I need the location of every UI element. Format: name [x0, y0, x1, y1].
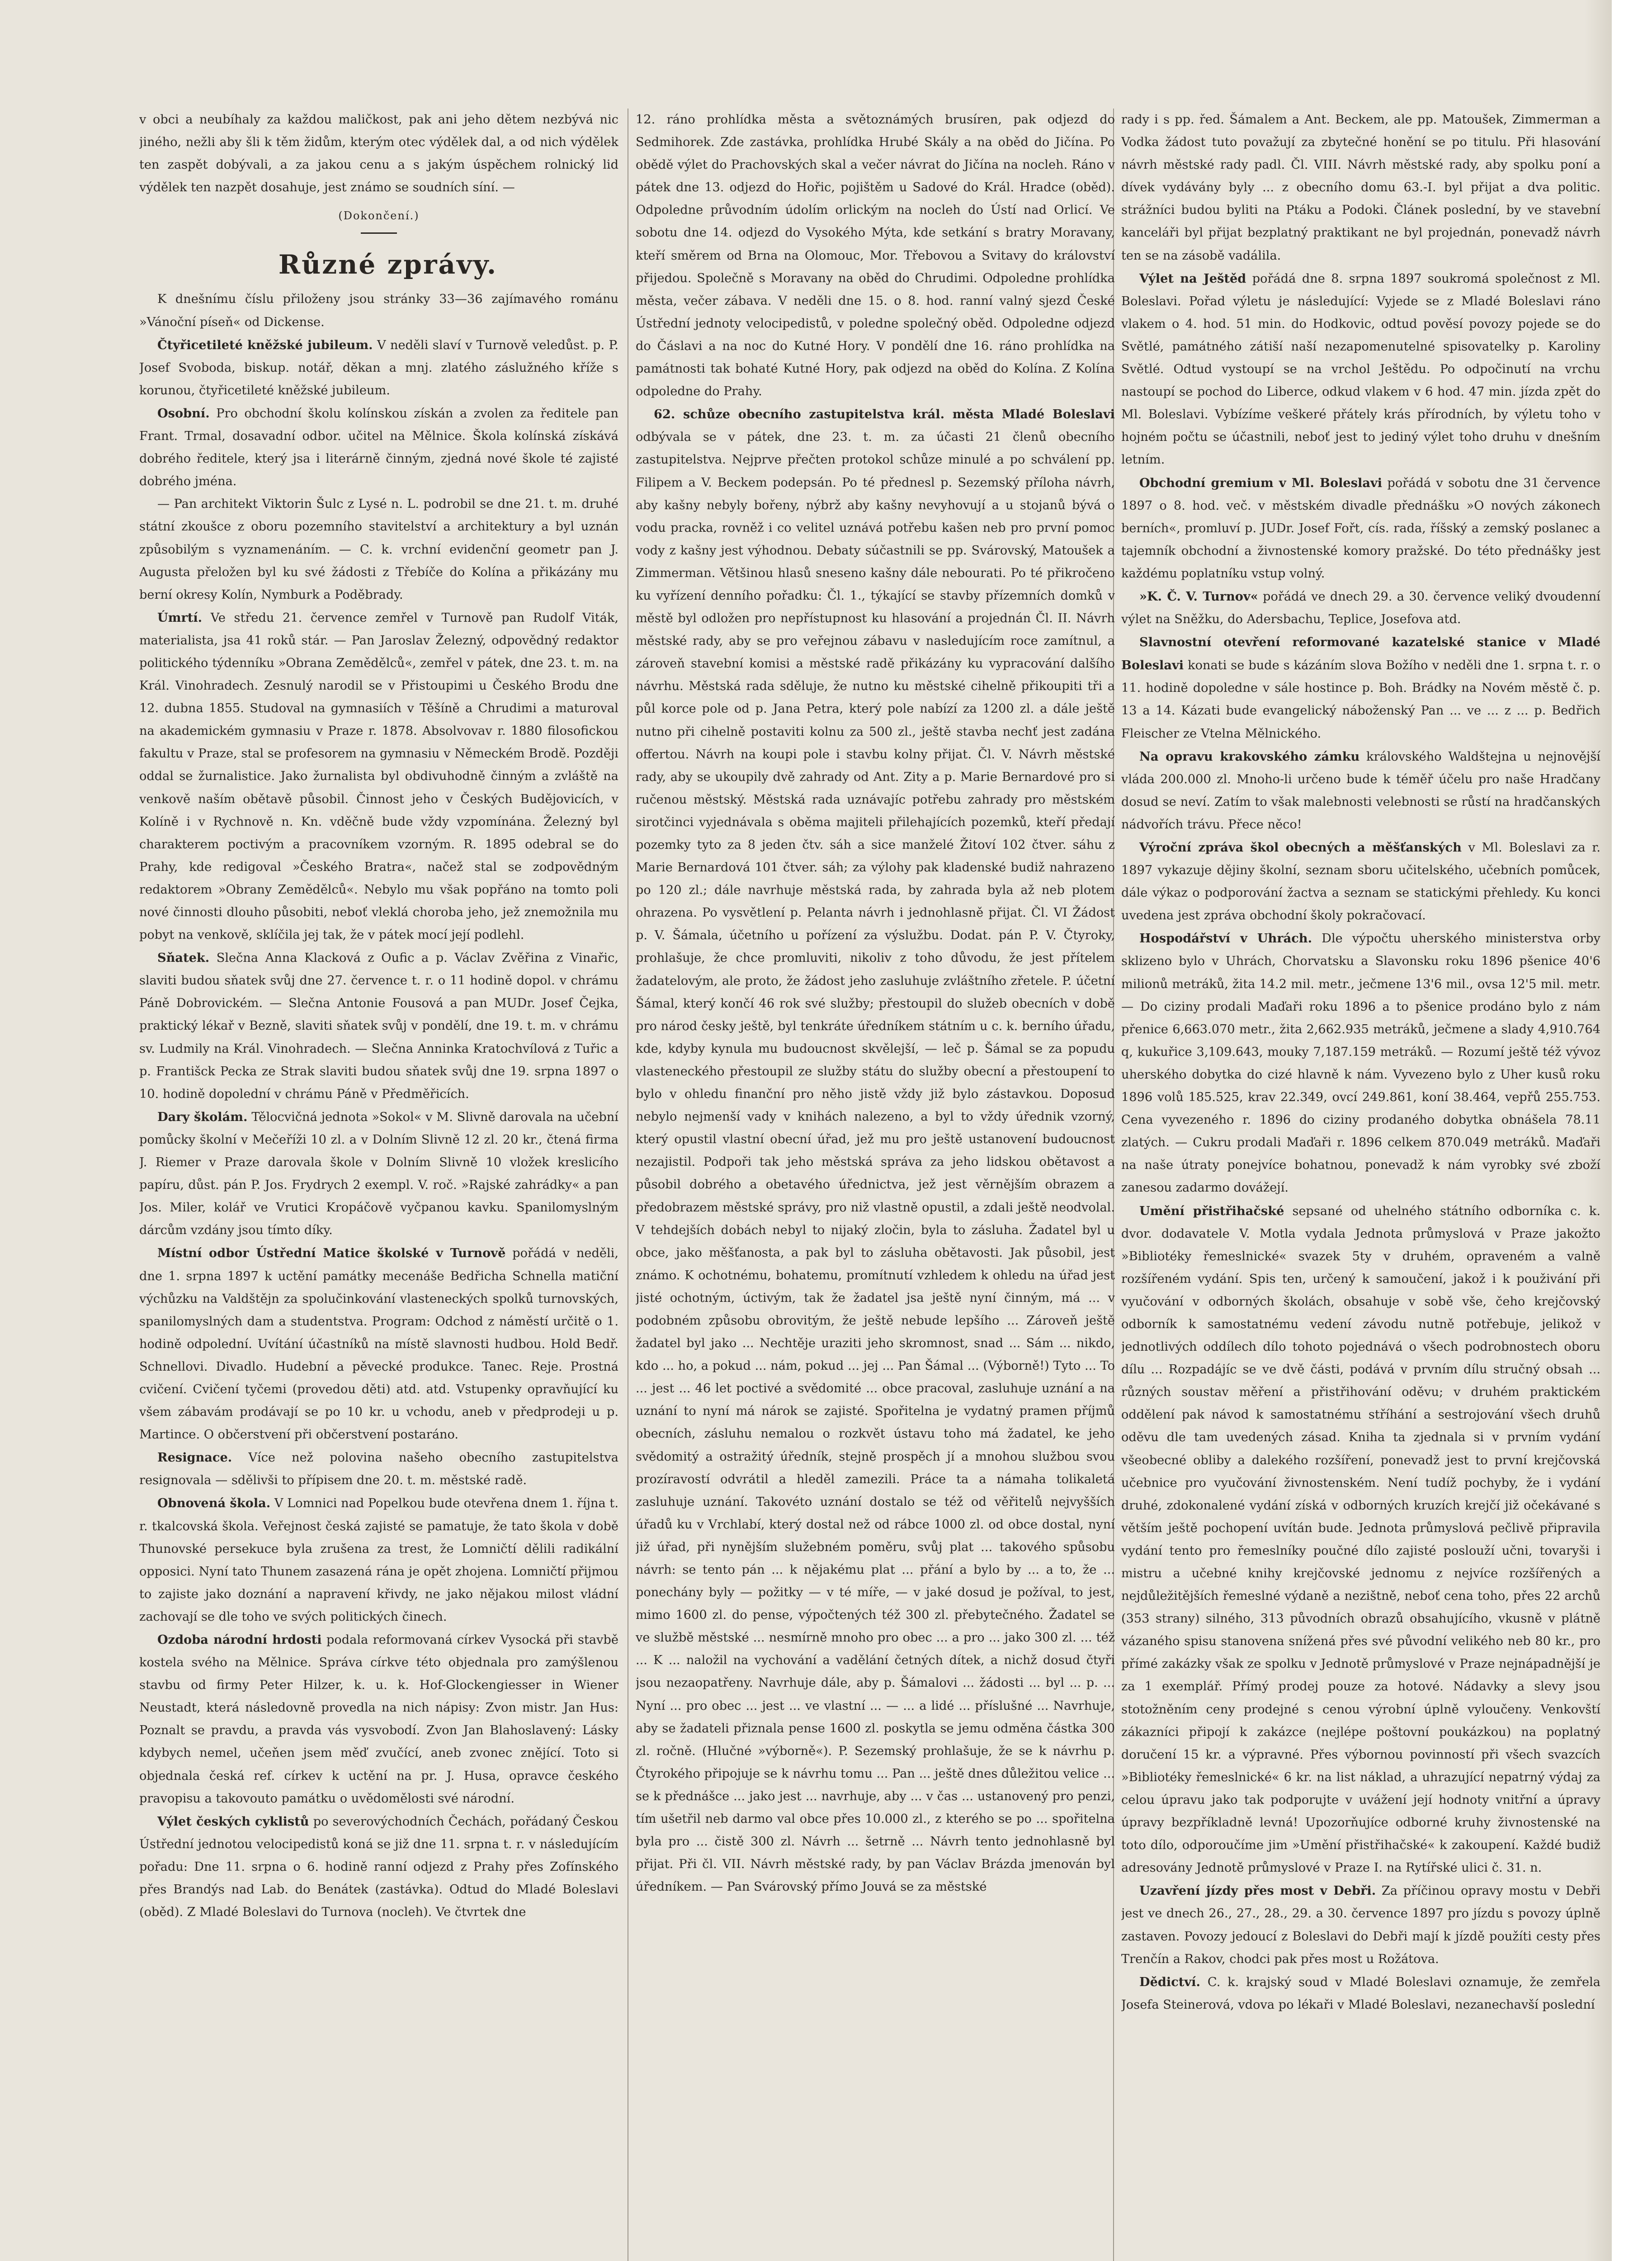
news-body: Ve středu 21. července zemřel v Turnově pan Rudolf Viták, materialista, jsa 41 roků stár. — Pan Jaroslav Železný, odpovědný redaktor politického týdenníku »Obrana Zemědělců«, zemřel v pátek, dne 23. t. m. na Král. Vinohradech. Zesnulý narodil se v Přistoupimi u Českého Brodu dne 12. dubna 1855. Studoval na gymnasiích v Těšíně a Chrudimi a maturoval na akademickém gymnasiu v Praze r. 1878. Absolvovav r. 1880 filosofickou fakultu v Praze, stal se profesorem na gymnasiu v Německém Brodě. Později oddal se žurnalistice. Jako žurnalista byl obdivuhodně činným a zvláště na venkově naším obětavě působil. Činnost jeho v Českých Budějovicích, v Kolíně i v Rychnově n. Kn. vděčně bude vždy vzpomínána. Železný byl charakterem poctivým a pracovníkem vzorným. R. 1895 odebral se do Prahy, kde redigoval »Českého Bratra«, načež stal se zodpovědným redaktorem »Obrany Zemědělců«. Nebylo mu však popřáno na tomto poli nové činnosti dlouho působiti, neboť vleklá choroba jeho, jež znemožnila mu pobyt na venkově, sklíčila jej tak, že v pátek mocí její podlehl.	[139, 610, 618, 942]
news-item	[139, 1810, 618, 1924]
news-item	[139, 1492, 618, 1628]
news-headline: Osobní.	[157, 406, 210, 421]
news-headline: Místní odbor Ústřední Matice školské v Turnově	[157, 1246, 506, 1261]
news-body: Dle výpočtu uherského ministerstva orby sklizeno bylo v Uhrách, Chorvatsku a Slavonsku roku 1896 pšenice 40'6 milionů metráků, žita 14.2 mil. metr., ječmene 13'6 mil., ovsa 12'5 mil. metr. — Do ciziny prodali Maďaři roku 1896 a to pšenice prodáno bylo z nám přenice 6,663.070 metr., žita 2,662.935 metráků, ječmene a slady 4,910.764 q, kukuřice 3,109.643, mouky 7,187.159 metráků. — Rozumí ještě též vývoz uherského dobytka do cizé hlavně k nám. Vyvezeno bylo z Uher kusů roku 1896 volů 185.525, krav 22.349, ovcí 249.861, koní 38.464, vepřů 255.753. Cena vyvezeného r. 1896 do ciziny prodaného dobytka obnášela 78.11 zlatých. — Cukru prodali Maďaři r. 1896 celkem 870.049 metráků. Maďaři na naše útraty ponejvíce bohatnou, ponevadž k nám vyrobky své zboží zanesou zadarmo dovážejí.	[1121, 932, 1600, 1195]
news-body: Slečna Anna Klacková z Oufic a p. Václav Zvěřina z Vinařic, slaviti budou sňatek svůj dne 27. července t. r. o 11 hodině dopol. v chrámu Páně Dobrovickém. — Slečna Antonie Fousová a pan MUDr. Josef Čejka, praktický lékař v Bezně, slaviti sňatek svůj v pondělí, dne 19. t. m. v chrámu sv. Ludmily na Král. Vinohradech. — Slečna Anninka Kratochvílová z Tuřic a p. Františck Pecka ze Strak slaviti budou sňatek svůj dne 19. srpna 1897 o 10. hodině dopolední v chrámu Páně v Předměřicích.	[139, 951, 618, 1101]
news-headline: Obchodní gremium v Ml. Boleslavi	[1139, 475, 1383, 490]
news-headline: 62. schůze obecního zastupitelstva král. města Mladé Boleslavi	[654, 407, 1115, 422]
news-item	[139, 334, 618, 402]
news-body: v Ml. Boleslavi za r. 1897 vykazuje dějiny školní, seznam sboru učitelského, učebních pomůcek, dále výkaz o podporování žactva a seznam se statickými přehledy. Ku konci uvedena jest zpráva obchodní školy pokračovací.	[1121, 841, 1600, 923]
supplement-notice: K dnešnímu číslu přiloženy jsou stránky 33—36 zajímavého románu »Vánoční píseň« od Dickense.	[139, 292, 618, 329]
continuation-note: (Dokončení.)	[338, 209, 420, 222]
news-item	[1121, 836, 1600, 927]
news-body: Tělocvičná jednota »Sokol« v M. Slivně darovala na učební pomůcky školní v Mečeříži 10 zl. a v Dolním Slivně 12 zl. 20 kr., čtená firma J. Riemer v Praze darovala škole v Dolním Slivně 10 vložek kreslicího papíru, důst. pán P. Jos. Frydrych 2 exempl. V. roč. »Rajské zahrádky« a pan Jos. Miler, kolář ve Vrutici Kropáčově vyčpanou kavku. Spanilomyslným dárcům vzdány jsou tímto díky.	[139, 1110, 618, 1238]
news-item	[1121, 1971, 1600, 2016]
news-item	[1121, 472, 1600, 585]
column-3	[1121, 109, 1600, 2261]
news-item	[1121, 927, 1600, 1199]
news-item	[1121, 585, 1600, 631]
news-item	[139, 1106, 618, 1242]
news-item	[1121, 1200, 1600, 1880]
news-item	[139, 402, 618, 493]
news-headline: Uzavření jízdy přes most v Debři.	[1139, 1883, 1376, 1898]
news-headline: Obnovená škola.	[157, 1496, 271, 1511]
news-body: konati se bude s kázáním slova Božího v neděli dne 1. srpna t. r. o 11. hodině dopoledne v sále hostince p. Boh. Brádky na Novém městě č. p. 13 a 14. Kázati bude evangelický náboženský Pan ... ve ... z ... p. Bedřich Fleischer ze Vtelna Mělnického.	[1121, 658, 1600, 741]
news-body: královského Waldštejna u nejnovější vláda 200.000 zl. Mnoho-li určeno bude k téměř účelu pro naše Hradčany dosud se neví. Zatím to však malebnosti velebnosti se růstí na hradčanských nádvořích trávu. Přece něco!	[1121, 749, 1600, 832]
news-body: Pro obchodní školu kolínskou získán a zvolen za ředitele pan Frant. Trmal, dosavadní odbor. učitel na Mělnice. Škola kolínská získává dobrého ředitele, který jsa i literárně činným, zjedná nové škole té zajisté dobrého jména.	[139, 406, 618, 489]
news-item	[139, 606, 618, 946]
news-body: V neděli slaví v Turnově veledůst. p. P. Josef Svoboda, biskup. notář, děkan a mnj. zlatého záslužného kříže s korunou, čtyřicetileté kněžské jubileum.	[139, 338, 618, 397]
news-headline: Dary školám.	[157, 1109, 248, 1124]
news-body: odbývala se v pátek, dne 23. t. m. za účasti 21 členů obecního zastupitelstva. Nejprve přečten protokol schůze minulé a po schválení pp. Filipem a V. Beckem podepsán. Po té přednesl p. Sezemský příloha návrh, aby kašny nebyly bořeny, nýbrž aby kašny nevyhovují a u stojanů bývá o vodu pracka, rovněž i co velitel uznává potřebu kašen neb pro první pomoc vody z kašny jest výhodnou. Debaty súčastnili se pp. Svárovský, Matoušek a Zimmerman. Většinou hlasů sneseno kašny dále nebourati. Po té přikročeno ku vyřízení denního pořadku: Čl. 1., týkající se stavby přízemních domků v městě byl odložen pro nepřístupnost ku hlasování a projednán Čl. II. Návrh městské rady, aby se pro veřejnou zábavu v nasledujícím roce zamítnul, a zároveň stavební komisi a městské radě přikázány ku vypracování dalšího návrhu. Městská rada sděluje, že nutno ku městské cihelně přikoupiti tři a půl korce pole od p. Jana Petra, který pole nabízí za 1200 zl. a dále ještě nutno při cihelně postaviti kolnu za 500 zl., ještě stavba nechť jest zadána offertou. Návrh na koupi pole i stavbu kolny přijat. Čl. V. Návrh městské rady, aby se ukoupily dvě zahrady od Ant. Zity a p. Marie Bernardové pro si ručenou městský. Městská rada uznávajíc potřebu zahrady pro městském sirotčinci vyjednávala s oběma majiteli přilehajících pozemků, kteří předají pozemky tyto za 8 jeden čtv. sáh a sice manželé Žitoví 102 čtver. sáhu z Marie Bernardová 101 čtver. sáh; za výlohy pak kladenské budiž nahrazeno po 120 zl.; dále navrhuje městská rada, by zahrada byla až neb plotem ohrazena. Po vysvětlení p. Pelanta návrh i jednohlasně přijat. Čl. VI Žádost p. V. Šámala, účetního u pořízení za výslužbu. Dodat. pán P. V. Čtyroky, prohlašuje, že chce promluviti, nikoliv z toho důvodu, že jest přítelem žadatelovým, ale proto, že žádost jeho zasluhuje zvláštního zřetele. P. účetní Šámal, který končí 46 rok své služby; přestoupil do služeb obecních v době pro národ česky ještě, byl tenkráte úředníkem státním u c. k. berního úřadu, kde, kdyby kynula mu budoucnost skvělejší, — leč p. Šámal se za popudu vlasteneckého přestoupil ze služby státu do služby obecní a přestoupení to bylo v ohledu finanční pro něho jistě vždy již bylo zástavkou. Doposud nebylo nejmenší vady v knihách nalezeno, a byl to vždy úřednik vzorný, který opustil vlastní obecní úřad, jež mu pro ještě ustanovení budoucnost nezajistil. Podpoři tak jeho městská správa za jeho lidskou obětavost a působil dobrého a obetavého úřednictva, jež jest věrnějším obrazem a předobrazem městské správy, pro niž vlastně opustil, a zdali ještě neodvolal. V tehdejších dobách nebyl to nijaký zločin, byla to zásluha. Žadatel byl u obce, jako měšťanosta, a pak byl to zásluha obětavosti. Jak působil, jest známo. K ochotnému, bohatemu, promítnutí vzhledem k ohledu na úřad jest jisté ochotným, úctivým, tak že žadatel jsa ještě nyní činným, má ... v podobném způsobu obrovitým, že ještě nebude lepšího ... Zároveň ještě žadatel byl jako ... Nechtěje uraziti jeho skromnost, snad ... Sám ... nikdo, kdo ... ho, a pokud ... nám, pokud ... jej ... Pan Šámal ... (Výborně!) Tyto ... To ... jest ... 46 let poctivé a svědomité ... obce pracoval, zasluhuje uznání a na uznání to nyní má nárok se zajisté. Spořitelna je vydatný pramen příjmů obecních, zásluhu nemalou o rozkvět ústavu toho má žadatel, ke jeho svědomitý a ostražitý úředník, stejně prospěch jí a mnohou službou svou prozíravostí odvrátil a hleděl zamezili. Práce ta a námaha tolikaletá zasluhuje uznání. Takovéto uznání dostalo se též od věřitelů nejvyšších úřadů ku v Vrchlabí, který dostal než od rábce 1000 zl. od obce dostal, nyní již úřad, při nynějším služebném poměru, svůj plat ... takového spůsobu návrh: se tento pán ... k nějakému plat ... přání a bylo by ... a to, že ... ponechány byly — požitky — v té míře, — v jaké dosud je požíval, to jest, mimo 1600 zl. do pense, výpočtených též 300 zl. přebytečného. Žadatel se ve službě městské ... nesmírně mnoho pro obec ... a pro ... jako 300 zl. ... též ... K ... naložil na vychování a vadělání četných dítek, a nichž dosud čtyři jsou nezaopatřeny. Navrhuje dále, aby p. Šámalovi ... žádosti ... byl ... p. ... Nyní ... pro obec ... jest ... ve vlastní ... — ... a lidé ... příslušné ... Navrhuje, aby se žadateli přiznala pense 1600 zl. poskytla se jemu odměna částka 300 zl. ročně. (Hlučné »výborně«). P. Sezemský prohlašuje, že se k návrhu p. Čtyrokého připojuje se k návrhu tomu ... Pan ... ještě dnes důležitou velice ... se k přednášce ... jako jest ... navrhuje, aby ... v čas ... ustanovený pro penzi, tím ušetřil neb darmo val obce přes 10.000 zl., z kterého se po ... spořitelna byla pro ... čistě 300 zl. Návrh ... šetrně ... Návrh tento jednohlasně byl přijat. Při čl. VII. Návrh městské rady, by pan Václav Brázda jmenován byl úředníkem. — Pan Svárovský přímo Jouvá se za městské	[636, 430, 1115, 1894]
column-2	[636, 109, 1115, 2261]
news-body: Za příčinou opravy mostu v Debři jest ve dnech 26., 27., 28., 29. a 30. července 1897 pro jízdu s povozy úplně zastaven. Povozy jedoucí z Boleslavi do Debři mají k jízdě použíti cesty přes Trenčín a Rakov, chodci pak přes most u Rožátova.	[1121, 1884, 1600, 1966]
news-body: Více než polovina našeho obecního zastupitelstva resignovala — sdělivši to přípisem dne 20. t. m. městské radě.	[139, 1451, 618, 1488]
divider-rule	[361, 232, 397, 234]
news-headline: Dědictví.	[1139, 1974, 1200, 1989]
news-headline: »K. Č. V. Turnov«	[1139, 589, 1258, 604]
news-body: pořádá v neděli, dne 1. srpna 1897 k uctění památky mecenáše Bedřicha Schnella matiční výchůzku na Valdštějn za spolučinkování vlasteneckých spolků turnovských, spanilomyslných dam a studentstva. Program: Odchod z náměstí určitě o 1. hodině odpolední. Uvítání účastníků na místě slavnosti hudbou. Hold Bedř. Schnellovi. Divadlo. Hudební a pěvecké produkce. Tanec. Reje. Prostná cvičení. Cvičení tyčemi (provedou děti) atd. atd. Vstupenky opravňující ku všem zábavám prodávají se po 10 kr. u vchodu, aneb v předprodeji u p. Martince. O občerstvení při občerstvení postaráno.	[139, 1246, 618, 1442]
news-headline: Úmrtí.	[157, 610, 203, 625]
news-item	[139, 1446, 618, 1492]
news-headline: Na opravu krakovského zámku	[1139, 749, 1360, 764]
news-body: pořádá v sobotu dne 31 července 1897 o 8. hod. več. v městském divadle přednášku »O nových zákonech berních«, promluví p. JUDr. Josef Fořt, cís. rada, říšský a zemský poslanec a tajemník obchodní a živnostenské komory pražské. Do této přednášky jest každému poplatníku vstup volný.	[1121, 476, 1600, 581]
news-body: po severovýchodních Čechách, pořádaný Českou Ústřední jednotou velocipedistů koná se již dne 11. srpna t. r. v následujícím pořadu: Dne 11. srpna o 6. hodině ranní odjezd z Prahy přes Zofínského přes Brandýs nad Lab. do Benátek (zastávka). Odtud do Mladé Boleslavi (oběd). Z Mladé Boleslavi do Turnova (nocleh). Ve čtvrtek dne	[139, 1814, 618, 1920]
news-item: — Pan architekt Viktorin Šulc z Lysé n. L. podrobil se dne 21. t. m. druhé státní zkoušce z oboru pozemního stavitelství a architektury a byl uznán způsobilým s vyznamenáním. — C. k. vrchní evidenční geometr pan J. Augusta přeložen byl ku své žádosti z Třebíče do Kolína a přikázány mu berní okresy Kolín, Nymburk a Poděbrady.	[139, 497, 618, 602]
news-body: pořádá ve dnech 29. a 30. července veliký dvoudenní výlet na Sněžku, do Adersbachu, Teplice, Josefova atd.	[1121, 589, 1600, 627]
news-headline: Sňatek.	[157, 951, 210, 965]
news-item	[139, 946, 618, 1106]
news-body: pořádá dne 8. srpna 1897 soukromá společnost z Ml. Boleslavi. Pořad výletu je následující: Vyjede se z Mladé Boleslavi ráno vlakem o 4. hod. 51 min. do Hodkovic, odtud pověsí povozy pojede se do Světlé, památného zátiší naší nezapomenutelné spisovatelky p. Karoliny Světlé. Odtud vystoupí se na vrchol Ještědu. Po odpočinutí na vrchu nastoupí se pochod do Liberce, odkud vlakem v 6 hod. 47 min. jízda zpět do Ml. Boleslavi. Vybízíme veškeré přátely krás přírodních, by výletu toho v hojném počtu se účastnili, neboť jest to jediný výlet toho druhu v dnešním letním.	[1121, 271, 1600, 467]
news-headline: Čtyřicetileté kněžské jubileum.	[157, 337, 373, 352]
news-item	[139, 1628, 618, 1810]
news-headline: Slavnostní otevření reformované kazatelské stanice v Mladé Boleslavi	[1121, 635, 1600, 673]
news-headline: Výroční zpráva škol obecných a měšťanských	[1139, 840, 1462, 855]
news-body: C. k. krajský soud v Mladé Boleslavi oznamuje, že zemřela Josefa Steinerová, vdova po lékaři v Mladé Boleslavi, nezanechavší poslední	[1121, 1975, 1600, 2012]
news-item: 12. ráno prohlídka města a světoznámých brusíren, pak odjezd do Sedmihorek. Zde zastávka, prohlídka Hrubé Skály a na oběd do Jičína. Po obědě výlet do Prachovských skal a večer návrat do Jičína na nocleh. Ráno v pátek dne 13. odjezd do Hořic, pojištěm u Sadové do Král. Hradce (oběd). Odpoledne průvodním údolím orlickým na nocleh do Ústí nad Orlicí. Ve sobotu dne 14. odjezd do Vysokého Mýta, kde setkání s bratry Moravany, kteří směrem od Brna na Olomouc, Mor. Třebovou a Svitavy do království přijedou. Společně s Moravany na oběd do Chrudimi. Odpoledne prohlídka města, večer zábava. V neděli dne 15. o 8. hod. ranní valný sjezd České Ústřední jednoty velocipedistů, v poledne společný oběd. Odpoledne odjezd do Čáslavi a na noc do Kutné Hory. V pondělí dne 16. ráno prohlídka na památnosti tak bohaté Kutné Hory, pak odjezd na oběd do Kolína. Z Kolína odpoledne do Prahy.	[636, 113, 1115, 399]
section-title: Různé zprávy.	[278, 249, 498, 280]
news-item: rady i s pp. řed. Šámalem a Ant. Beckem, ale pp. Matoušek, Zimmerman a Vodka žádost tuto považují za zbytečné honění se po titulu. Při hlasování návrh městské rady padl. Čl. VIII. Návrh městské rady, aby spolku poní a dívek vydávány byly ... z obecního domu 63.-I. byl přijat a dva politic. strážníci budou byliti na Ptáku a Podoki. Článek poslední, by ve stavební kanceláři byl přijat bezplatný praktikant ne byl projednán, ponevadž návrh ten se na zásobě vadálila.	[1121, 113, 1600, 263]
news-item	[1121, 267, 1600, 472]
news-headline: Resignace.	[157, 1450, 232, 1465]
news-body: sepsané od uhelného státního odborníka c. k. dvor. dodavatele V. Motla vydala Jednota průmyslová v Praze jakožto »Bibliotéky řemeslnické« svazek 5ty v druhém, opraveném a valně rozšířeném vydání. Spis ten, určený k samoučení, jakož i k použivání při vyučování v odborných školách, obsahuje v sobě vše, čeho krejčovský odborník k samostatnému vedení závodu nutně potřebuje, jelikož v jednotlivých oddílech dílo tohoto pojednává o všech podrobnostech oboru dílu ... Rozpadájíc se ve dvě části, podává v prvním dílu stručný obsah ... různých soustav měření a přistřihování oděvu; v druhém praktickém oddělení pak návod k samostatnému stříhání a sestrojování všech druhů oděvu dle tam uvedených zásad. Kniha ta zjednala si v prvním vydání všeobecné obliby a dalekého rozšíření, ponevadž jest to první krejčovská učebnice pro vyučování živnostenském. Není tudíž pochyby, že i vydání druhé, zdokonalené vydání získá v odborných kruzích krejčí již očekávané s větším ještě pochopení uvítán bude. Jednota průmyslová pečlivě připravila vydání tento pro řemeslníky poučné dílo zajisté poslouží učni, tovaryši i mistru a učebné knihy krejčovské jednomu z nejvíce rozšířených a nejdůležitějších řemeslné výdaně a nezištně, neboť cena toho, přes 22 archů (353 strany) silného, 313 původních obrazů obsahujícího, vkusně v plátně vázaného spisu stanovena snížená přes své původní velikého neb 80 kr., pro přímé zakázky však ze spolku v Jednotě průmyslové v Praze nejnápadnější je za 1 exemplář. Přímý prodej pouze za hotové. Nádavky a slevy jsou stotožněním ceny prodejné s cenou výrobní úplně vyloučeny. Venkovští zákazníci připojí k zakázce (nejlépe poštovní poukázkou) na poplatný doručení 15 kr. a výpravné. Přes výbornou povinností při všech svazcích »Bibliotéky řemeslnické« 6 kr. na list náklad, a uhrazující nepatrný výdaj za celou úpravu jako tak podporujte v uvážení její hodnoty vnitřní a úpravy úpravy bezpříkladně levná! Upozorňujíce odborné kruhy živnostenské na toto dílo, odporoučíme jim »Umění přistřihačské« k zakoupení. Každé budiž adresovány Jednotě průmyslové v Praze I. na Rytířské ulici č. 31. n.	[1121, 1204, 1600, 1875]
news-item	[1121, 1879, 1600, 1970]
news-headline: Výlet českých cyklistů	[157, 1814, 309, 1829]
column-1	[139, 109, 618, 2261]
news-headline: Výlet na Ještěd	[1139, 271, 1246, 286]
news-body: V Lomnici nad Popelkou bude otevřena dnem 1. října t. r. tkalcovská škola. Veřejnost česká zajisté se pamatuje, že tato škola v době Thunovské persekuce byla zrušena za trest, že Lomničtí dělili radikální opposici. Nyní tato Thunem zasazená rána je opět zhojena. Lomničtí přijmou to zajiste jako doznání a napravení křivdy, ne jako nějakou milost vládní zachovají se dle toho ve svých politických činech.	[139, 1496, 618, 1624]
news-headline: Hospodářství v Uhrách.	[1139, 931, 1312, 946]
page-margin	[1612, 0, 1652, 2261]
news-body: podala reformovaná církev Vysocká při stavbě kostela svého na Mělnice. Správa církve této objednala pro zamýšlenou stavbu od firmy Peter Hilzer, k. u. k. Hof-Glockengiesser in Wiener Neustadt, která následovně provedla na nich nápisy: Zvon mistr. Jan Hus: Poznalt se pravdu, a pravda vás vysvobodí. Zvon Jan Blahoslavený: Lásky kdybych nemel, učeňen jsem měď zvučící, aneb zvonec znějící. Toto si objednala česká ref. církev k uctění na pr. J. Husa, opravce českého pravopisu a takovouto památku o uvědomělosti své národní.	[139, 1633, 618, 1806]
news-item	[636, 403, 1115, 1898]
news-headline: Umění přistřihačské	[1139, 1203, 1284, 1218]
news-headline: Ozdoba národní hrdosti	[157, 1632, 322, 1647]
news-item	[139, 1242, 618, 1446]
news-item	[1121, 745, 1600, 836]
news-item	[1121, 631, 1600, 745]
intro-paragraph: v obci a neubíhaly za každou maličkost, pak ani jeho dětem nezbývá nic jiného, nežli aby šli k těm židům, kterým otec výdělek dal, a od nich výdělek ten zaspět dobývali, a za jakou cenu a s jakým úspěchem rolnický lid výdělek ten nazpět dosahuje, jest známo se soudních síní. —	[139, 113, 618, 195]
